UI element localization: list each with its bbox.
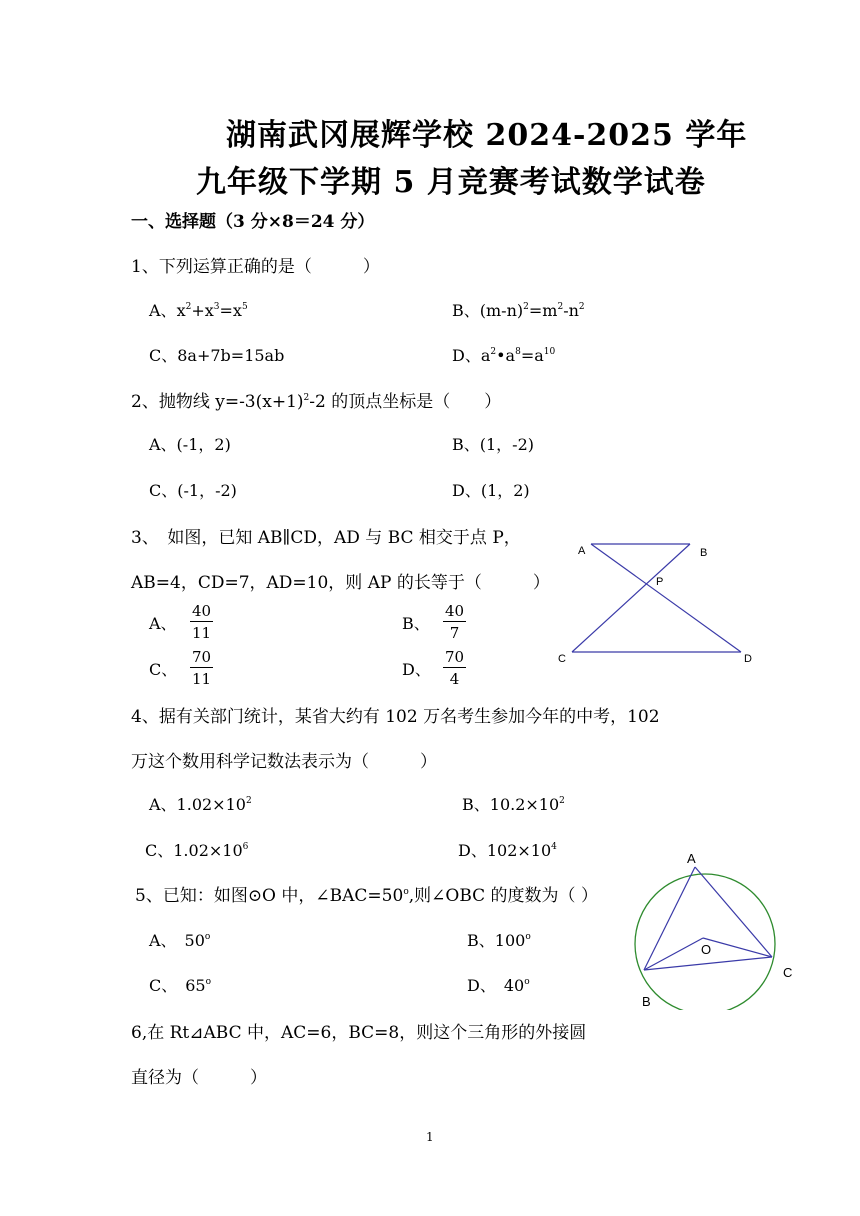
- question-3-option-c-label: C、: [149, 660, 178, 679]
- question-2-option-c: C、(-1，-2): [149, 481, 237, 500]
- question-1-option-a: A、$x^2+x^3=x^5$: [149, 301, 248, 320]
- question-4-stem-line2: 万这个数用科学记数法表示为（ ）: [131, 752, 437, 772]
- point-label-c: C: [783, 965, 793, 980]
- question-4-option-c: C、$1.02\times 10^6$: [145, 841, 249, 860]
- question-1-option-b: B、$(m-n)^2=m^2-n^2$: [452, 301, 585, 320]
- question-5-figure: [625, 848, 800, 1010]
- exam-title-line1: 湖南武冈展辉学校 2024-2025 学年: [226, 118, 748, 153]
- fraction-denominator: 11: [192, 624, 212, 642]
- fraction-numerator: 40: [445, 602, 465, 620]
- question-3-stem-line1: 3、 如图，已知 AB∥CD，AD 与 BC 相交于点 P，: [131, 528, 521, 548]
- point-label-b: B: [642, 994, 651, 1009]
- fraction-denominator: 11: [192, 670, 212, 688]
- question-3-option-d-fraction: [443, 647, 466, 690]
- question-6-stem-line2: 直径为（ ）: [131, 1068, 267, 1088]
- point-label-p: P: [656, 576, 664, 588]
- question-4-option-a: A、$1.02\times 10^2$: [149, 795, 252, 814]
- question-1-option-c: C、8a+7b=15ab: [149, 346, 285, 365]
- question-2-option-a: A、(-1，2): [149, 435, 231, 454]
- question-1-option-d: D、$a^2•a^8=a^{10}$: [452, 346, 556, 365]
- question-5-stem: 5、已知：如图⊙O 中，$\angle BAC=50^o$,则∠OBC 的度数为（ ）: [135, 886, 598, 906]
- question-3-option-a-label: A、: [149, 614, 177, 633]
- point-label-b: B: [700, 547, 708, 559]
- question-2-stem: 2、抛物线 $y=-3(x+1)^2-2$ 的顶点坐标是（ ）: [131, 392, 502, 412]
- point-label-o: O: [701, 942, 712, 957]
- question-4-stem-line1: 4、据有关部门统计，某省大约有 102 万名考生参加今年的中考，102: [131, 707, 660, 727]
- point-label-a: A: [578, 545, 586, 557]
- point-label-a: A: [687, 851, 696, 866]
- fraction-numerator: 70: [445, 648, 465, 666]
- fraction-numerator: 40: [192, 602, 212, 620]
- segment-ad: [591, 544, 741, 652]
- question-4-option-d: D、$102\times 10^4$: [458, 841, 557, 860]
- question-3-figure: [545, 535, 775, 670]
- section-heading: 一、选择题（3 分×8＝24 分）: [131, 212, 375, 232]
- point-label-c: C: [558, 653, 566, 665]
- question-5-option-a: A、 50$^o$: [149, 931, 211, 950]
- exam-title-line2: 九年级下学期 5 月竞赛考试数学试卷: [196, 165, 706, 200]
- question-5-option-c: C、 65$^o$: [149, 976, 212, 995]
- question-5-option-b: B、100$^o$: [467, 931, 531, 950]
- question-5-option-d: D、 40$^o$: [467, 976, 530, 995]
- page-number: 1: [426, 1130, 434, 1144]
- fraction-numerator: 70: [192, 648, 212, 666]
- question-3-option-a-fraction: [190, 601, 213, 644]
- fraction-denominator: 7: [449, 624, 460, 642]
- point-label-d: D: [744, 653, 752, 665]
- fraction-denominator: 4: [449, 670, 460, 688]
- question-3-option-b-label: B、: [402, 614, 430, 633]
- segment-oc: [703, 938, 772, 957]
- question-3-stem-line2: AB=4，CD=7，AD=10，则 AP 的长等于（ ）: [131, 573, 550, 593]
- question-3-option-c-fraction: [190, 647, 213, 690]
- question-2-option-d: D、(1，2): [452, 481, 530, 500]
- question-4-option-b: B、$10.2\times 10^2$: [462, 795, 565, 814]
- question-3-option-d-label: D、: [402, 660, 431, 679]
- question-6-stem-line1: 6,在 Rt⊿ABC 中，AC=6，BC=8，则这个三角形的外接圆: [131, 1023, 587, 1043]
- question-1-stem: 1、下列运算正确的是（ ）: [131, 257, 380, 277]
- question-2-option-b: B、(1，-2): [452, 435, 535, 454]
- segment-ab: [644, 867, 695, 970]
- question-3-option-b-fraction: [443, 601, 466, 644]
- segment-bc: [572, 544, 690, 652]
